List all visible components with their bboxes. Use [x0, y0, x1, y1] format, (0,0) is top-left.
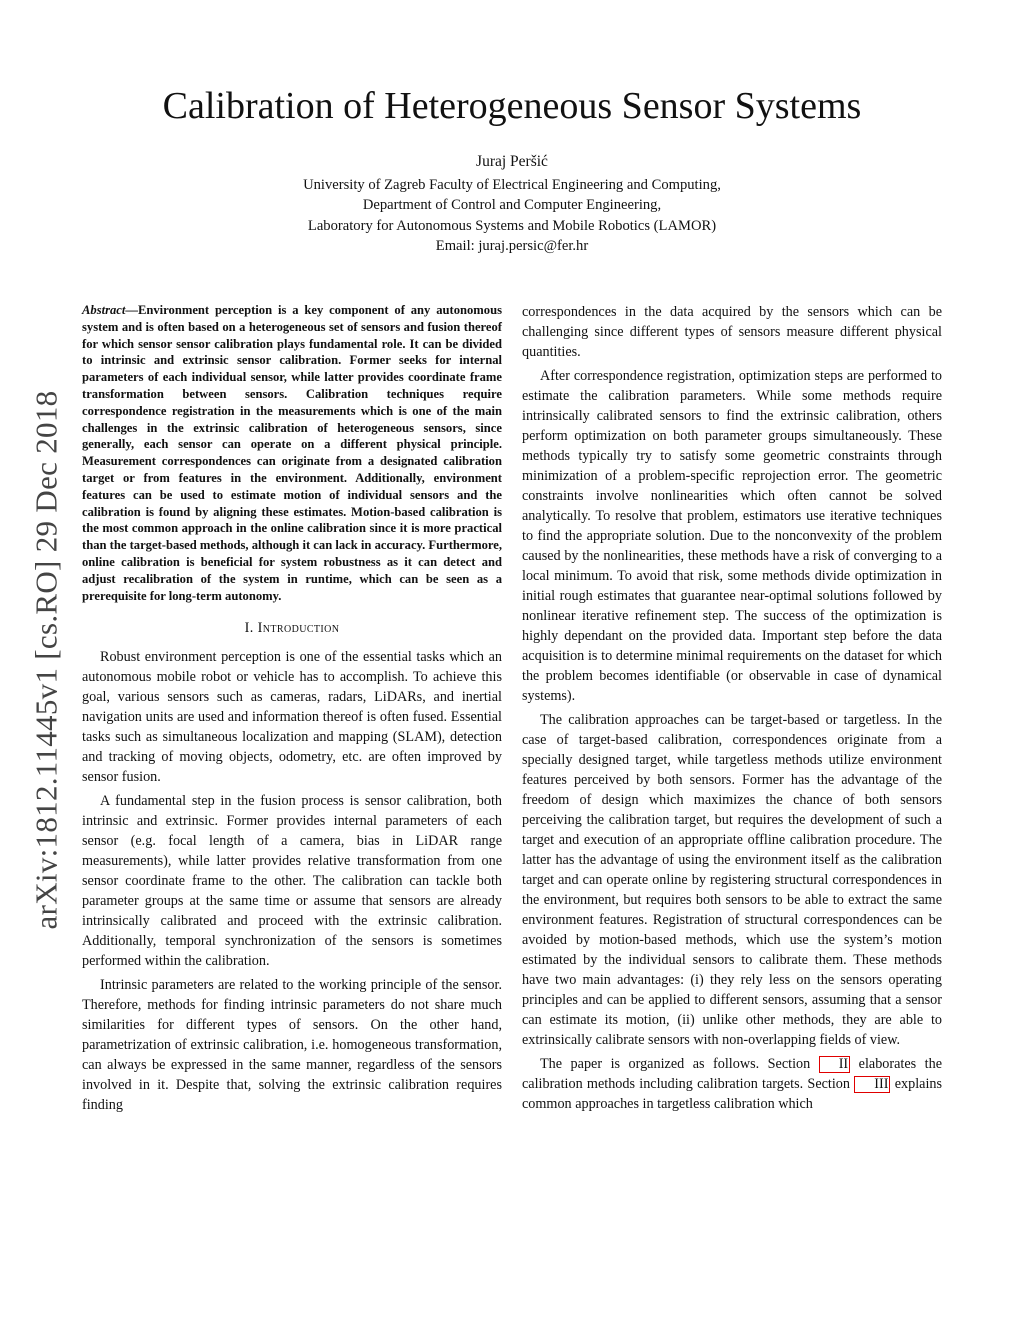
paragraph: Robust environment perception is one of the essential tasks which an autonomous mobile robot or vehicle has to accomplish. To achieve this goal, various sensors such as cameras, radars, LiDARs, and inertial navigation units are used and information thereof is often fused. Essential tasks such as simultaneous localization and mapping (SLAM), detection and tracking of moving objects, odometry, etc. are often improved by sensor fusion. — [82, 649, 502, 786]
paragraph: After correspondence registration, optimization steps are performed to estimate the calibration parameters. While some methods require intrinsically calibrated sensors to find the extrinsic calibration, others perform optimization on both parameter groups simultaneously. These methods typically try to satisfy some geometric constraints through minimization of a problem-specific reprojection error. The geometric constraints involve nonlinearities which often cannot be solved analytically. To resolve that problem, estimators use iterative techniques to find the appropriate solution. Due to the nonconvexity of the problem caused by the nonlinearities, these methods have a risk of converging to a local minimum. To avoid that risk, some methods divide optimization in initial rough estimates that guarantee near-optimal solutions followed by nonlinear iterative refinement step. The success of the optimization is highly dependant on the provided data. Important step before the data acquisition is to determine minimal requirements on the dataset for which the problem becomes identifiable (or observable in case of dynamical systems). — [522, 368, 942, 704]
right-column — [522, 302, 942, 1114]
paper-title: Calibration of Heterogeneous Sensor Systems — [162, 85, 862, 127]
abstract-dash: — — [125, 303, 138, 317]
arxiv-identifier-stamp — [26, 350, 66, 970]
paragraph: A fundamental step in the fusion process is sensor calibration, both intrinsic and extrinsic. Former provides internal parameters of each sensor (e.g. focal length of a camera, bias in LiDAR range measurements), while latter provides relative transformation from one sensor coordinate frame to the other. The calibration can tackle both parameter groups at the same time or assume that sensors are already intrinsically calibrated and proceed with the extrinsic calibration. Additionally, temporal synchronization of the sensors is sometimes performed within the calibration. — [82, 793, 502, 970]
section-numeral: I. — [244, 620, 254, 637]
abstract — [82, 302, 502, 604]
author-affiliation-lab: Laboratory for Autonomous Systems and Mobile Robotics (LAMOR) — [307, 217, 717, 234]
left-column — [82, 302, 502, 1115]
section-ref-link-III[interactable]: III — [854, 1076, 890, 1093]
author-affiliation-university: University of Zagreb Faculty of Electrical Engineering and Computing, — [303, 176, 721, 193]
arxiv-identifier-text: arXiv:1812.11445v1 [cs.RO] 29 Dec 2018 — [28, 390, 64, 930]
abstract-text: Environment perception is a key component of any autonomous system and is often based on a heterogeneous set of sensors and fusion thereof for which sensor sensor calibration plays fundamental role. It can be divided to intrinsic and extrinsic sensor calibration. Former seeks for internal parameters of each individual sensor, while latter provides coordinate frame transformation between sensors. Calibration techniques require correspondence registration in the measurements which is one of the main challenges in the extrinsic calibration of heterogeneous sensors, since generally, each sensor can operate on a different physical principle. Measurement correspondences can originate from a designated calibration target or from features in the environment. Additionally, environment features can be used to estimate motion of individual sensors and the calibration is found by aligning these estimates. Motion-based calibration is the most common approach in the online calibration since it is more practical than the target-based methods, although it can lack in accuracy. Furthermore, online calibration is beneficial for system robustness as it can detect and adjust recalibration of the system in runtime, which can be seen as a prerequisite for long-term autonomy. — [82, 303, 502, 603]
author-block — [0, 152, 1024, 257]
organization-text-1: The paper is organized as follows. Section — [540, 1056, 819, 1072]
section-heading-introduction — [82, 620, 502, 637]
author-affiliation-department: Department of Control and Computer Engineering, — [362, 197, 662, 213]
section-title: Introduction — [257, 620, 340, 637]
section-ref-link-II[interactable]: II — [819, 1056, 850, 1073]
paragraph: Intrinsic parameters are related to the working principle of the sensor. Therefore, methods for finding intrinsic parameters do not share much similarities for different types of sensors. On the other hand, parametrization of extrinsic calibration, i.e. homogeneous transformation, can always be expressed in the same manner, regardless of the sensors involved in it. Despite that, solving the extrinsic calibration requires finding — [82, 977, 502, 1114]
author-email: Email: juraj.persic@fer.hr — [435, 238, 589, 254]
abstract-label: Abstract — [82, 303, 126, 317]
paragraph-organization — [522, 1054, 942, 1114]
paragraph: The calibration approaches can be target-based or targetless. In the case of target-based calibration, correspondences originate from a specially designed target, while targetless methods utilize environment features perceived by both sensors. Former has the advantage of the freedom of design which maximizes the chance of both sensors perceiving the calibration target, but requires the development of such a target and execution of an appropriate offline calibration procedure. The latter has the advantage of using the environment itself as the calibration target and can operate online by registering structural correspondences in the environment, but requires both sensors to be able to extract the same environment features. Registration of structural correspondences can be avoided by motion-based methods, which use the system’s motion estimated by the individual sensors to calibrate them. These methods have two main advantages: (i) they rely less on the sensors operating principles and can be applied to different sensors, assuming that a sensor can estimate its motion, (ii) unlike other methods, they are able to extrinsically calibrate sensors with non-overlapping fields of view. — [522, 712, 942, 1048]
organization-text-3: explains common approaches in targetless calibration which — [522, 1076, 942, 1112]
organization-text-2: elaborates the calibration methods including calibration targets. Section — [522, 1056, 942, 1092]
author-name: Juraj Peršić — [476, 153, 548, 170]
paragraph: correspondences in the data acquired by the sensors which can be challenging since different types of sensors measure different physical quantities. — [522, 304, 942, 360]
